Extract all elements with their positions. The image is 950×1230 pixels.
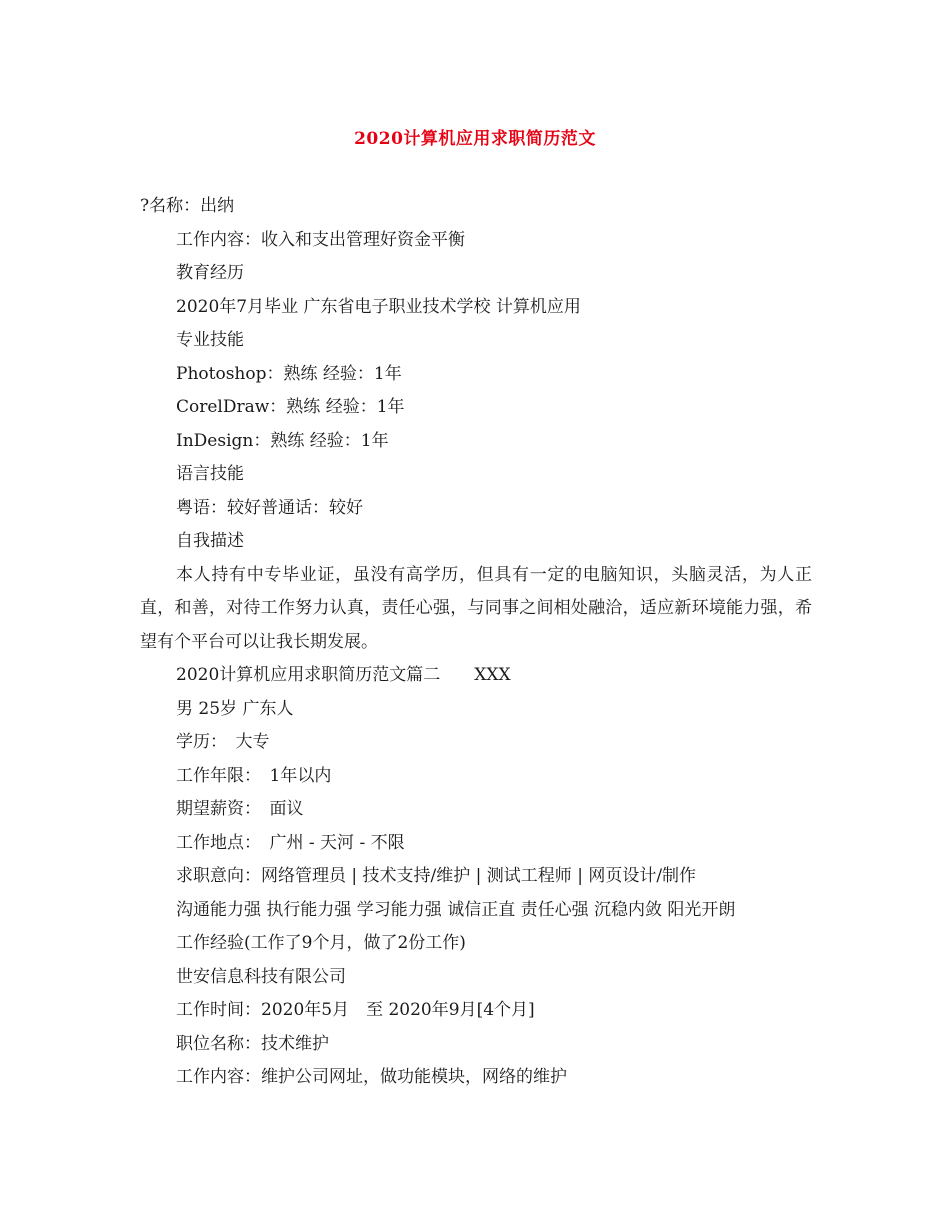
document-body (140, 190, 812, 1095)
text-line-skill-indesign: InDesign：熟练 经验：1年 (176, 430, 389, 451)
text-line-company: 世安信息科技有限公司 (176, 966, 346, 987)
text-line-language: 粤语：较好普通话：较好 (176, 497, 363, 518)
text-line-education-level: 学历： 大专 (176, 732, 270, 752)
text-line-work-years: 工作年限： 1年以内 (176, 765, 332, 786)
text-line-duties: 工作内容：维护公司网址，做功能模块，网络的维护 (176, 1067, 567, 1087)
text-line-expected-salary: 期望薪资： 面议 (176, 799, 304, 819)
paragraph-self-description: 本人持有中专毕业证，虽没有高学历，但具有一定的电脑知识，头脑灵活，为人正直，和善，对待工作努力认真，责任心强，与同事之间相处融洽，适应新环境能力强，希望有个平台可以让我长期发展。 (140, 564, 812, 652)
document-title: 2020计算机应用求职简历范文 (354, 129, 596, 149)
text-line-work-location: 工作地点： 广州 - 天河 - 不限 (176, 832, 405, 853)
text-line-part-two-heading: 2020计算机应用求职简历范文篇二 XXX (176, 665, 511, 685)
text-line-job-name: ?名称：出纳 (140, 196, 235, 216)
text-line-job-content: 工作内容：收入和支出管理好资金平衡 (176, 229, 465, 250)
text-line-graduation: 2020年7月毕业 广东省电子职业技术学校 计算机应用 (176, 296, 581, 317)
section-heading-education: 教育经历 (176, 263, 244, 283)
section-heading-language: 语言技能 (176, 464, 244, 484)
text-line-personal-info: 男 25岁 广东人 (176, 698, 294, 719)
section-heading-self-description: 自我描述 (176, 531, 244, 551)
text-line-position: 职位名称：技术维护 (176, 1033, 329, 1054)
text-line-skill-photoshop: Photoshop：熟练 经验：1年 (176, 363, 402, 384)
text-line-job-intention: 求职意向：网络管理员 | 技术支持/维护 | 测试工程师 | 网页设计/制作 (176, 866, 697, 886)
text-line-work-experience: 工作经验(工作了9个月，做了2份工作) (176, 933, 466, 953)
section-heading-skills: 专业技能 (176, 330, 244, 350)
text-line-strengths: 沟通能力强 执行能力强 学习能力强 诚信正直 责任心强 沉稳内敛 阳光开朗 (176, 899, 736, 920)
text-line-work-period: 工作时间：2020年5月 至 2020年9月[4个月] (176, 1000, 535, 1020)
text-line-skill-coreldraw: CorelDraw：熟练 经验：1年 (176, 397, 405, 417)
